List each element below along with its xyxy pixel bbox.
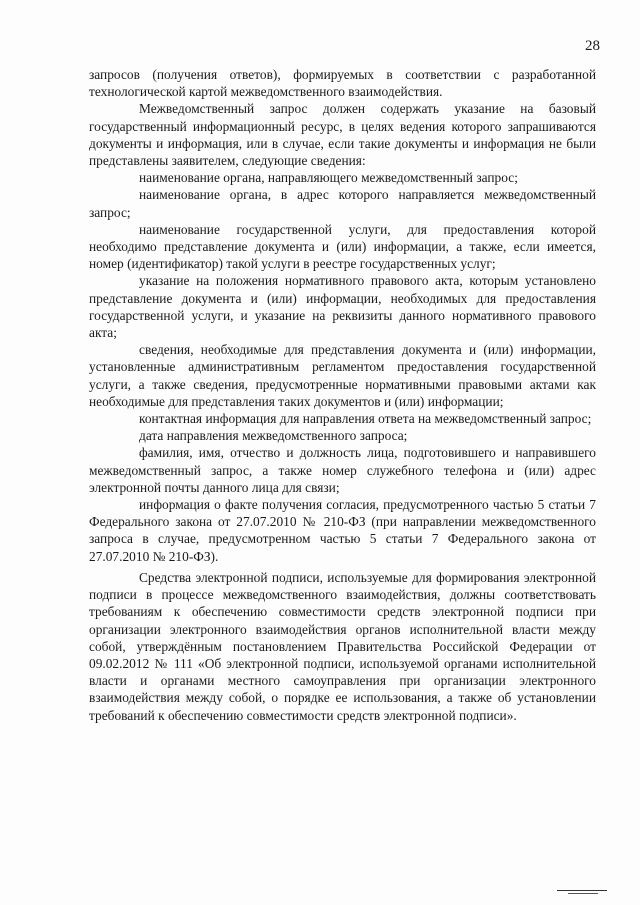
list-item-request-date: дата направления межведомственного запроса;: [139, 428, 408, 444]
paragraph-request-requirements: Межведомственный запрос должен содержать указание на базовый государственный информационный ресурс, в целях ведения которого запрашиваются документы и информация, или в случае, если такие документы и информация не были представлены заявителем, следующие сведения:: [89, 101, 596, 169]
list-item-addressee-organ: наименование органа, в адрес которого направляется межведомственный запрос;: [89, 187, 596, 220]
footer-rule: [557, 890, 607, 891]
document-body: [89, 66, 596, 724]
list-item-service-name: наименование государственной услуги, для предоставления которой необходимо представление документа и (или) информации, а также, если имеется, номер (идентификатор) такой услуги в реестре государственных услуг;: [89, 221, 596, 272]
list-item-consent-info: информация о факте получения согласия, предусмотренного частью 5 статьи 7 Федерального закона от 27.07.2010 № 210-ФЗ (при направлении межведомственного запроса в случае, предусмотренном частью 5 статьи 7 Федерального закона от 27.07.2010 № 210-ФЗ).: [89, 497, 596, 564]
paragraph-continuation: запросов (получения ответов), формируемых в соответствии с разработанной технологической картой межведомственного взаимодействия.: [89, 67, 596, 100]
footer-rule-short: [568, 893, 598, 894]
list-item-contact-info: контактная информация для направления ответа на межведомственный запрос;: [139, 411, 592, 427]
paragraph-electronic-signature: Средства электронной подписи, используемые для формирования электронной подписи в процессе межведомственного взаимодействия, должны соответствовать требованиям к обеспечению совместимости средств электронной подписи при организации электронного взаимодействия органов исполнительной власти между собой, утверждённым постановлением Правительства Российской Федерации от 09.02.2012 № 111 «Об электронной подписи, используемой органами исполнительной власти и органами местного самоуправления при организации электронного взаимодействия между собой, о порядке ее использования, а также об установлении требований к обеспечению совместимости средств электронной подписи».: [89, 569, 596, 723]
list-item-required-info: сведения, необходимые для представления документа и (или) информации, установленные административным регламентом предоставления государственной услуги, а также сведения, предусмотренные нормативными правовыми актами как необходимые для представления таких документов и (или) информации;: [89, 342, 596, 409]
list-item-requesting-organ: наименование органа, направляющего межведомственный запрос;: [139, 170, 518, 186]
list-item-legal-act: указание на положения нормативного правового акта, которым установлено представление документа и (или) информации, необходимых для предоставления государственной услуги, и указание на реквизиты данного нормативного правового акта;: [89, 273, 596, 341]
page-number: 28: [585, 38, 600, 54]
list-item-responsible-person: фамилия, имя, отчество и должность лица, подготовившего и направившего межведомственный запрос, а также номер служебного телефона и (или) адрес электронной почты данного лица для связи;: [89, 445, 596, 495]
